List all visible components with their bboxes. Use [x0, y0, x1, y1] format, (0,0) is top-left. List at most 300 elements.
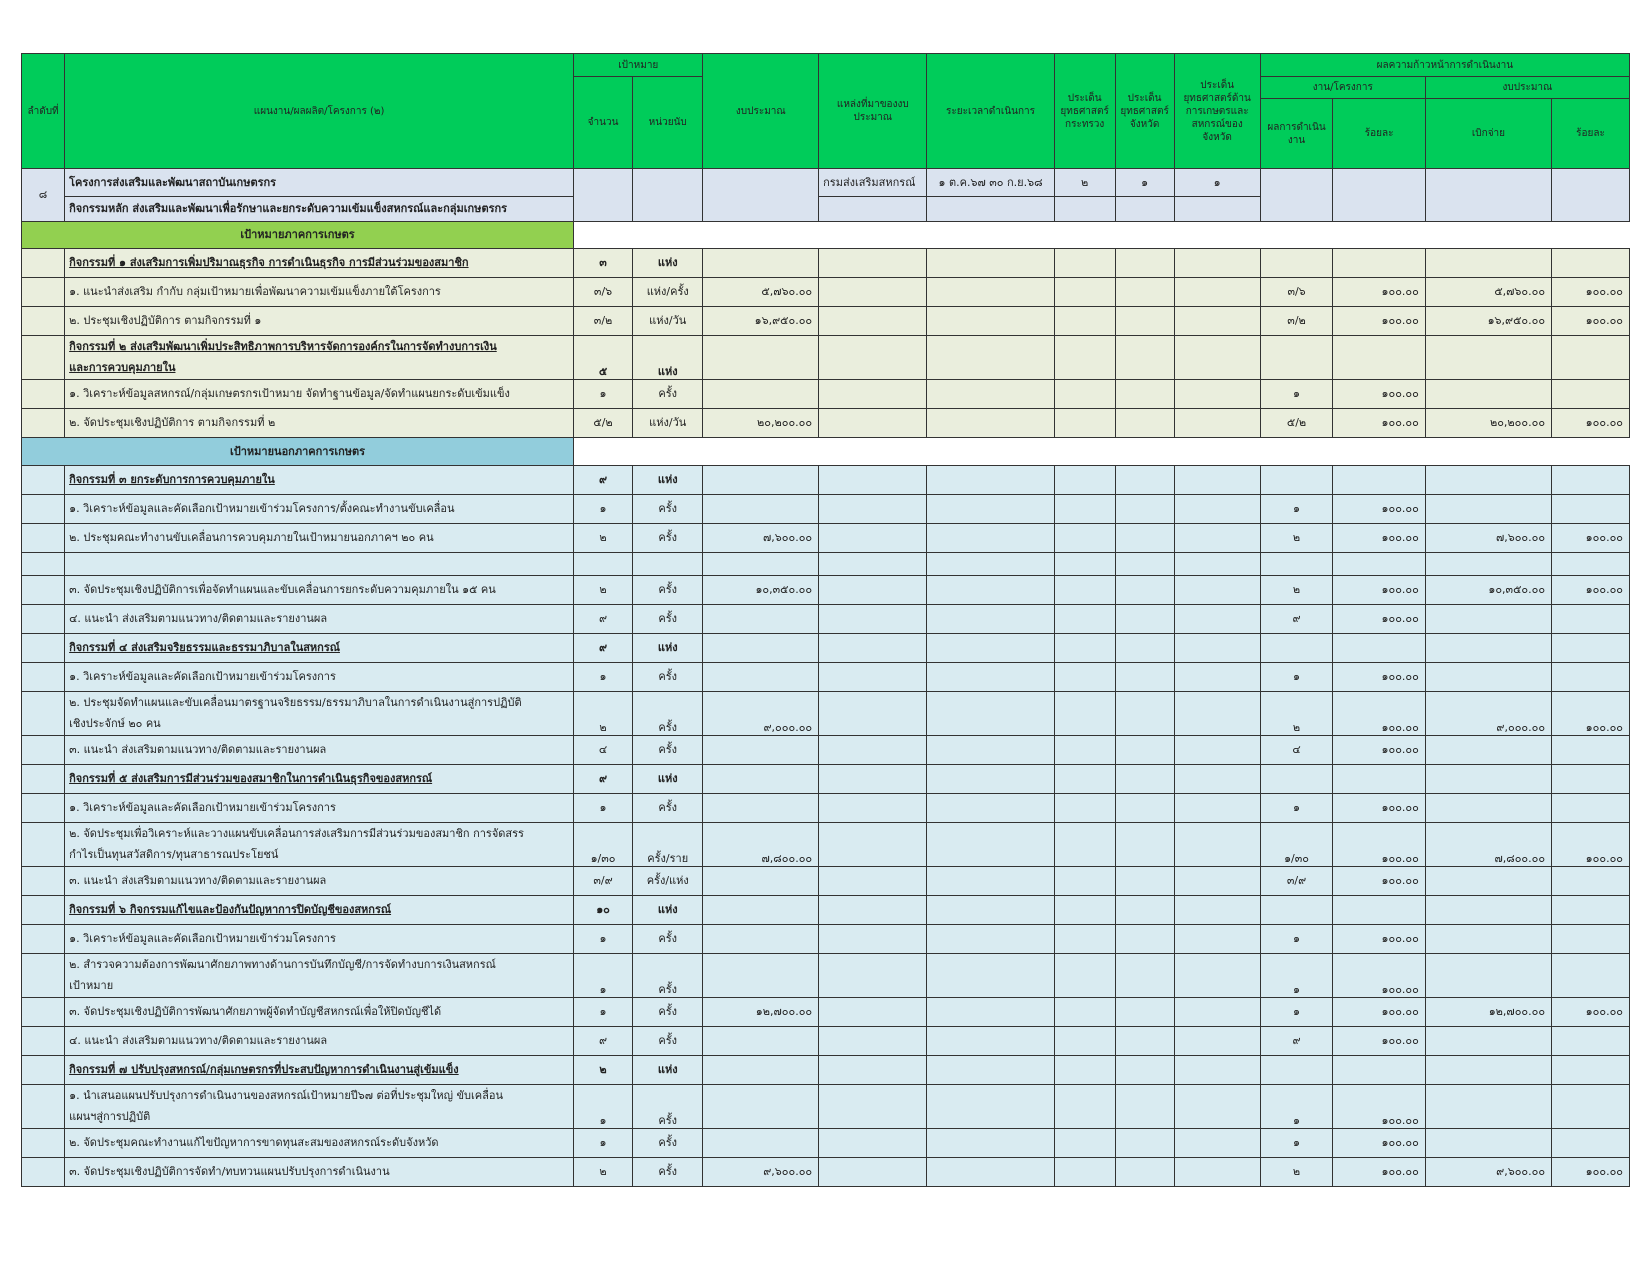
cell-strat-ministry [1054, 1129, 1115, 1158]
cell-percent-budget: ๑๐๐.๐๐ [1552, 524, 1630, 553]
cell-strat-ministry [1054, 736, 1115, 765]
cell-plan [65, 692, 574, 736]
table-row [22, 998, 1630, 1027]
cell-plan [65, 576, 574, 605]
cell-budget: ๑๐,๓๕๐.๐๐ [703, 576, 819, 605]
cell-strat-province [1115, 409, 1174, 438]
cell-period [927, 249, 1054, 278]
project-seq: ๘ [22, 169, 65, 222]
plan-line-2: เป้าหมาย [69, 979, 114, 992]
cell-source [819, 1129, 927, 1158]
cell-percent-budget: ๑๐๐.๐๐ [1552, 278, 1630, 307]
cell-qty: ๙ [574, 634, 633, 663]
cell-period [927, 634, 1054, 663]
cell-strat-ministry [1054, 336, 1115, 380]
cell-budget: ๗,๘๐๐.๐๐ [703, 823, 819, 867]
cell-strat-province [1115, 794, 1174, 823]
cell-unit: แห่ง/วัน [632, 409, 702, 438]
cell-strat-province [1115, 249, 1174, 278]
cell-seq [22, 409, 65, 438]
project-strat-ministry: ๒ [1054, 169, 1115, 197]
cell-strat-ministry [1054, 466, 1115, 495]
cell-disburse [1425, 736, 1551, 765]
plan-text: ๓. แนะนำ ส่งเสริมตามแนวทาง/ติดตามและรายงานผล [69, 743, 327, 756]
cell-strat-province [1115, 823, 1174, 867]
cell-strat-ministry [1054, 380, 1115, 409]
table-row [22, 278, 1630, 307]
cell-percent: ๑๐๐.๐๐ [1333, 1085, 1426, 1129]
cell-percent-budget [1552, 553, 1630, 576]
cell-disburse: ๗,๖๐๐.๐๐ [1425, 524, 1551, 553]
cell-plan [65, 634, 574, 663]
cell-percent-budget [1552, 867, 1630, 896]
plan-line-1: ๑. นำเสนอแผนปรับปรุงการดำเนินงานของสหกรณ์เป้าหมายปี๖๗ ต่อที่ประชุมใหญ่ ขับเคลื่อน [69, 1089, 504, 1102]
cell-strat-province [1115, 896, 1174, 925]
cell-seq [22, 605, 65, 634]
cell-percent: ๑๐๐.๐๐ [1333, 495, 1426, 524]
cell-plan [65, 466, 574, 495]
cell-strat-agri [1174, 896, 1260, 925]
cell-unit: ครั้ง [632, 663, 702, 692]
cell-percent: ๑๐๐.๐๐ [1333, 307, 1426, 336]
table-row [22, 307, 1630, 336]
cell-source [819, 380, 927, 409]
cell-period [927, 1056, 1054, 1085]
cell-strat-agri [1174, 1085, 1260, 1129]
plan-text: กิจกรรมที่ ๕ ส่งเสริมการมีส่วนร่วมของสมาชิกในการดำเนินธุรกิจของสหกรณ์ [69, 772, 433, 785]
cell-source [819, 867, 927, 896]
cell-unit: ครั้ง [632, 692, 702, 736]
cell-disburse [1425, 1056, 1551, 1085]
cell-percent-budget: ๑๐๐.๐๐ [1552, 1158, 1630, 1187]
activity-row [22, 634, 1630, 663]
cell-result: ๑ [1260, 663, 1333, 692]
plan-line-2: แผนฯสู่การปฏิบัติ [69, 1110, 151, 1123]
cell-qty: ๓/๙ [574, 867, 633, 896]
cell-source [819, 524, 927, 553]
cell-strat-province [1115, 867, 1174, 896]
cell-seq [22, 576, 65, 605]
cell-strat-ministry [1054, 998, 1115, 1027]
header-result: ผลการดำเนินงาน [1260, 99, 1333, 169]
cell-qty: ๓/๒ [574, 307, 633, 336]
cell-seq [22, 736, 65, 765]
cell-budget [703, 249, 819, 278]
cell-strat-agri [1174, 576, 1260, 605]
cell-strat-ministry [1054, 1085, 1115, 1129]
cell-source [819, 925, 927, 954]
cell-budget [703, 1027, 819, 1056]
activity-row [22, 466, 1630, 495]
cell-budget [703, 736, 819, 765]
cell-result: ๓/๒ [1260, 307, 1333, 336]
project-period: ๑ ต.ค.๖๗ ๓๐ ก.ย.๖๘ [927, 169, 1054, 197]
cell-period [927, 736, 1054, 765]
cell-strat-ministry [1054, 278, 1115, 307]
cell-strat-province [1115, 765, 1174, 794]
cell-seq [22, 553, 65, 576]
plan-text: ๑. แนะนำส่งเสริม กำกับ กลุ่มเป้าหมายเพื่อพัฒนาความเข้มแข็งภายใต้โครงการ [69, 285, 441, 298]
cell-result: ๙ [1260, 605, 1333, 634]
header-progress: ผลความก้าวหน้าการดำเนินงาน [1260, 54, 1629, 77]
table-row [22, 794, 1630, 823]
cell-period [927, 765, 1054, 794]
cell-seq [22, 336, 65, 380]
cell-plan [65, 1129, 574, 1158]
cell-strat-ministry [1054, 794, 1115, 823]
cell-strat-ministry [1054, 1056, 1115, 1085]
cell-period [927, 925, 1054, 954]
cell-percent: ๑๐๐.๐๐ [1333, 954, 1426, 998]
cell-period [927, 1085, 1054, 1129]
cell-percent [1333, 634, 1426, 663]
plan-line-2: และการควบคุมภายใน [69, 361, 176, 374]
cell-source [819, 605, 927, 634]
cell-seq [22, 1158, 65, 1187]
cell-period [927, 896, 1054, 925]
cell-strat-agri [1174, 765, 1260, 794]
cell-percent: ๑๐๐.๐๐ [1333, 998, 1426, 1027]
cell-disburse [1425, 249, 1551, 278]
cell-unit: ครั้ง [632, 925, 702, 954]
plan-line-1: กิจกรรมที่ ๒ ส่งเสริมพัฒนาเพิ่มประสิทธิภาพการบริหารจัดการองค์กรในการจัดทำงบการเงิน [69, 340, 497, 353]
cell-disburse: ๑๒,๗๐๐.๐๐ [1425, 998, 1551, 1027]
cell-strat-agri [1174, 998, 1260, 1027]
cell-qty: ๒ [574, 1056, 633, 1085]
header-period: ระยะเวลาดำเนินการ [927, 54, 1054, 169]
cell-disburse [1425, 1085, 1551, 1129]
cell-unit: แห่ง/ครั้ง [632, 278, 702, 307]
cell-period [927, 278, 1054, 307]
cell-budget [703, 634, 819, 663]
cell-unit: ครั้ง [632, 524, 702, 553]
table-row [22, 605, 1630, 634]
cell-disburse [1425, 925, 1551, 954]
cell-strat-province [1115, 576, 1174, 605]
cell-qty: ๔ [574, 736, 633, 765]
cell-strat-agri [1174, 336, 1260, 380]
header-strat-agri: ประเด็นยุทธศาสตร์ด้านการเกษตรและสหกรณ์ของจังหวัด [1174, 54, 1260, 169]
cell-seq [22, 765, 65, 794]
cell-seq [22, 925, 65, 954]
table-body [22, 169, 1630, 1187]
cell-strat-ministry [1054, 765, 1115, 794]
cell-seq [22, 380, 65, 409]
cell-result: ๑ [1260, 1129, 1333, 1158]
cell-plan [65, 896, 574, 925]
plan-text: ๔. แนะนำ ส่งเสริมตามแนวทาง/ติดตามและรายงานผล [69, 612, 328, 625]
cell-plan [65, 336, 574, 380]
cell-result: ๑ [1260, 954, 1333, 998]
cell-percent-budget [1552, 336, 1630, 380]
plan-text: กิจกรรมที่ ๓ ยกระดับการการควบคุมภายใน [69, 473, 275, 486]
cell-qty: ๑ [574, 495, 633, 524]
table-row [22, 692, 1630, 736]
cell-strat-ministry [1054, 867, 1115, 896]
cell-result: ๔ [1260, 736, 1333, 765]
cell-strat-province [1115, 1158, 1174, 1187]
plan-text: ๓. จัดประชุมเชิงปฏิบัติการจัดทำ/ทบทวนแผนปรับปรุงการดำเนินงาน [69, 1165, 390, 1178]
cell-plan [65, 605, 574, 634]
cell-seq [22, 896, 65, 925]
cell-percent-budget [1552, 1085, 1630, 1129]
cell-plan [65, 765, 574, 794]
plan-text: ๑. วิเคราะห์ข้อมูลและคัดเลือกเป้าหมายเข้าร่วมโครงการ [69, 932, 336, 945]
header-seq: ลำดับที่ [22, 54, 65, 169]
cell-strat-agri [1174, 278, 1260, 307]
plan-text: กิจกรรมที่ ๑ ส่งเสริมการเพิ่มปริมาณธุรกิจ การดำเนินธุรกิจ การมีส่วนร่วมของสมาชิก [69, 256, 469, 269]
cell-strat-province [1115, 1056, 1174, 1085]
cell-disburse [1425, 954, 1551, 998]
cell-disburse: ๙,๐๐๐.๐๐ [1425, 692, 1551, 736]
cell-qty: ๒ [574, 692, 633, 736]
cell-unit: ครั้ง [632, 998, 702, 1027]
cell-result: ๑ [1260, 380, 1333, 409]
table-row [22, 524, 1630, 553]
cell-qty: ๙ [574, 1027, 633, 1056]
section-title: เป้าหมายนอกภาคการเกษตร [22, 438, 574, 466]
cell-budget [703, 495, 819, 524]
activity-row [22, 1056, 1630, 1085]
table-row [22, 954, 1630, 998]
activity-row [22, 765, 1630, 794]
cell-period [927, 553, 1054, 576]
cell-strat-ministry [1054, 823, 1115, 867]
cell-source [819, 954, 927, 998]
cell-result: ๒ [1260, 576, 1333, 605]
cell-period [927, 307, 1054, 336]
cell-disburse: ๗,๘๐๐.๐๐ [1425, 823, 1551, 867]
cell-percent [1333, 765, 1426, 794]
cell-strat-province [1115, 1085, 1174, 1129]
cell-strat-ministry [1054, 954, 1115, 998]
cell-strat-province [1115, 1027, 1174, 1056]
report-table-wrapper [21, 53, 1630, 1187]
cell-percent: ๑๐๐.๐๐ [1333, 692, 1426, 736]
header-strat-ministry: ประเด็นยุทธศาสตร์กระทรวง [1054, 54, 1115, 169]
table-row [22, 409, 1630, 438]
cell-strat-agri [1174, 867, 1260, 896]
cell-strat-ministry [1054, 576, 1115, 605]
cell-source [819, 1056, 927, 1085]
cell-unit: ครั้ง [632, 1158, 702, 1187]
table-row [22, 1027, 1630, 1056]
cell-plan [65, 1056, 574, 1085]
table-row [22, 663, 1630, 692]
cell-qty: ๑/๓๐ [574, 823, 633, 867]
cell-strat-agri [1174, 1056, 1260, 1085]
cell-budget [703, 466, 819, 495]
cell-strat-ministry [1054, 307, 1115, 336]
cell-strat-agri [1174, 823, 1260, 867]
cell-budget [703, 867, 819, 896]
header-plan: แผนงาน/ผลผลิต/โครงการ (๒) [65, 54, 574, 169]
cell-seq [22, 1129, 65, 1158]
cell-unit: แห่ง [632, 249, 702, 278]
cell-percent-budget [1552, 1027, 1630, 1056]
cell-budget [703, 765, 819, 794]
header-strat-province: ประเด็นยุทธศาสตร์จังหวัด [1115, 54, 1174, 169]
plan-text: กิจกรรมที่ ๗ ปรับปรุงสหกรณ์/กลุ่มเกษตรกรที่ประสบปัญหาการดำเนินงานสู่เข้มแข็ง [69, 1063, 459, 1076]
cell-budget: ๑๖,๙๕๐.๐๐ [703, 307, 819, 336]
cell-strat-ministry [1054, 553, 1115, 576]
cell-percent-budget [1552, 794, 1630, 823]
cell-result: ๓/๖ [1260, 278, 1333, 307]
cell-disburse: ๑๐,๓๕๐.๐๐ [1425, 576, 1551, 605]
cell-result: ๒ [1260, 524, 1333, 553]
cell-strat-province [1115, 925, 1174, 954]
cell-source [819, 1158, 927, 1187]
cell-strat-agri [1174, 249, 1260, 278]
cell-budget [703, 605, 819, 634]
cell-result [1260, 336, 1333, 380]
cell-period [927, 409, 1054, 438]
table-row [22, 1129, 1630, 1158]
cell-plan [65, 823, 574, 867]
cell-budget [703, 925, 819, 954]
plan-text: ๑. วิเคราะห์ข้อมูลสหกรณ์/กลุ่มเกษตรกรเป้าหมาย จัดทำฐานข้อมูล/จัดทำแผนยกระดับเข้มแข็ง [69, 387, 510, 400]
cell-percent: ๑๐๐.๐๐ [1333, 605, 1426, 634]
cell-percent: ๑๐๐.๐๐ [1333, 663, 1426, 692]
cell-strat-province [1115, 736, 1174, 765]
project-strat-province: ๑ [1115, 169, 1174, 197]
cell-unit: แห่ง [632, 896, 702, 925]
cell-source [819, 794, 927, 823]
cell-plan [65, 278, 574, 307]
header-disburse: เบิกจ่าย [1425, 99, 1551, 169]
cell-strat-agri [1174, 794, 1260, 823]
cell-plan [65, 1085, 574, 1129]
cell-qty: ๑ [574, 380, 633, 409]
plan-text: ๑. วิเคราะห์ข้อมูลและคัดเลือกเป้าหมายเข้าร่วมโครงการ [69, 801, 336, 814]
cell-budget: ๙,๖๐๐.๐๐ [703, 1158, 819, 1187]
section-spacer [574, 438, 1630, 466]
cell-period [927, 794, 1054, 823]
cell-strat-ministry [1054, 605, 1115, 634]
cell-plan [65, 736, 574, 765]
plan-line-2: เชิงประจักษ์ ๒๐ คน [69, 717, 161, 730]
cell-plan [65, 663, 574, 692]
header-percent-budget: ร้อยละ [1552, 99, 1630, 169]
cell-qty: ๑ [574, 794, 633, 823]
cell-seq [22, 954, 65, 998]
cell-plan [65, 998, 574, 1027]
plan-line-2: กำไรเป็นทุนสวัสดิการ/ทุนสาธารณประโยชน์ [69, 848, 279, 861]
cell-percent-budget [1552, 896, 1630, 925]
cell-disburse: ๙,๖๐๐.๐๐ [1425, 1158, 1551, 1187]
cell-disburse: ๑๖,๙๕๐.๐๐ [1425, 307, 1551, 336]
cell-qty: ๕ [574, 336, 633, 380]
table-row [22, 823, 1630, 867]
cell-budget [703, 336, 819, 380]
cell-budget [703, 553, 819, 576]
cell-plan [65, 1027, 574, 1056]
cell-plan [65, 553, 574, 576]
plan-line-1: ๒. จัดประชุมเพื่อวิเคราะห์และวางแผนขับเคลื่อนการส่งเสริมการมีส่วนร่วมของสมาชิก การจัดสรร [69, 827, 524, 840]
cell-source [819, 736, 927, 765]
cell-percent [1333, 553, 1426, 576]
cell-strat-ministry [1054, 925, 1115, 954]
cell-seq [22, 692, 65, 736]
section-header-row [22, 438, 1630, 466]
cell-strat-province [1115, 278, 1174, 307]
plan-text: ๒. ประชุมเชิงปฏิบัติการ ตามกิจกรรมที่ ๑ [69, 314, 262, 327]
cell-unit [632, 553, 702, 576]
header-source: แหล่งที่มาของงบประมาณ [819, 54, 927, 169]
cell-budget: ๑๒,๗๐๐.๐๐ [703, 998, 819, 1027]
cell-disburse [1425, 634, 1551, 663]
cell-seq [22, 1085, 65, 1129]
cell-plan [65, 307, 574, 336]
cell-strat-agri [1174, 736, 1260, 765]
header-unit: หน่วยนับ [632, 77, 702, 169]
cell-seq [22, 249, 65, 278]
cell-percent [1333, 249, 1426, 278]
cell-strat-province [1115, 336, 1174, 380]
cell-budget [703, 1085, 819, 1129]
cell-strat-province [1115, 998, 1174, 1027]
cell-unit: ครั้ง [632, 954, 702, 998]
cell-seq [22, 634, 65, 663]
cell-strat-agri [1174, 466, 1260, 495]
table-row [22, 495, 1630, 524]
cell-strat-ministry [1054, 495, 1115, 524]
plan-text: ๓. จัดประชุมเชิงปฏิบัติการเพื่อจัดทำแผนและขับเคลื่อนการยกระดับความคุมภายใน ๑๕ คน [69, 583, 496, 596]
cell-budget: ๗,๖๐๐.๐๐ [703, 524, 819, 553]
cell-strat-agri [1174, 380, 1260, 409]
cell-percent: ๑๐๐.๐๐ [1333, 524, 1426, 553]
cell-percent: ๑๐๐.๐๐ [1333, 736, 1426, 765]
plan-text: ๒. จัดประชุมคณะทำงานแก้ไขปัญหาการขาดทุนสะสมของสหกรณ์ระดับจังหวัด [69, 1136, 439, 1149]
cell-unit: ครั้ง [632, 576, 702, 605]
cell-strat-province [1115, 663, 1174, 692]
cell-result [1260, 466, 1333, 495]
cell-percent-budget: ๑๐๐.๐๐ [1552, 998, 1630, 1027]
cell-budget: ๙,๐๐๐.๐๐ [703, 692, 819, 736]
project-name: โครงการส่งเสริมและพัฒนาสถาบันเกษตรกร [65, 169, 574, 197]
cell-percent-budget [1552, 466, 1630, 495]
cell-unit: แห่ง [632, 336, 702, 380]
plan-text: กิจกรรมที่ ๖ กิจกรรมแก้ไขและป้องกันปัญหาการปิดบัญชีของสหกรณ์ [69, 903, 392, 916]
cell-qty: ๒ [574, 524, 633, 553]
cell-unit: ครั้ง [632, 736, 702, 765]
cell-strat-agri [1174, 692, 1260, 736]
project-source: กรมส่งเสริมสหกรณ์ [819, 169, 927, 197]
cell-strat-province [1115, 524, 1174, 553]
cell-plan [65, 954, 574, 998]
cell-unit: แห่ง [632, 634, 702, 663]
cell-strat-province [1115, 1129, 1174, 1158]
header-target: เป้าหมาย [574, 54, 703, 77]
cell-period [927, 1129, 1054, 1158]
cell-period [927, 998, 1054, 1027]
cell-strat-province [1115, 495, 1174, 524]
cell-source [819, 409, 927, 438]
plan-text: ๑. วิเคราะห์ข้อมูลและคัดเลือกเป้าหมายเข้าร่วมโครงการ/ตั้งคณะทำงานขับเคลื่อน [69, 502, 455, 515]
cell-qty: ๕/๒ [574, 409, 633, 438]
project-progress-table [21, 53, 1630, 1187]
cell-budget [703, 663, 819, 692]
plan-text: ๔. แนะนำ ส่งเสริมตามแนวทาง/ติดตามและรายงานผล [69, 1034, 328, 1047]
cell-period [927, 466, 1054, 495]
table-row [22, 736, 1630, 765]
cell-percent [1333, 336, 1426, 380]
cell-period [927, 954, 1054, 998]
cell-result [1260, 249, 1333, 278]
cell-disburse [1425, 495, 1551, 524]
cell-strat-ministry [1054, 663, 1115, 692]
cell-strat-province [1115, 466, 1174, 495]
